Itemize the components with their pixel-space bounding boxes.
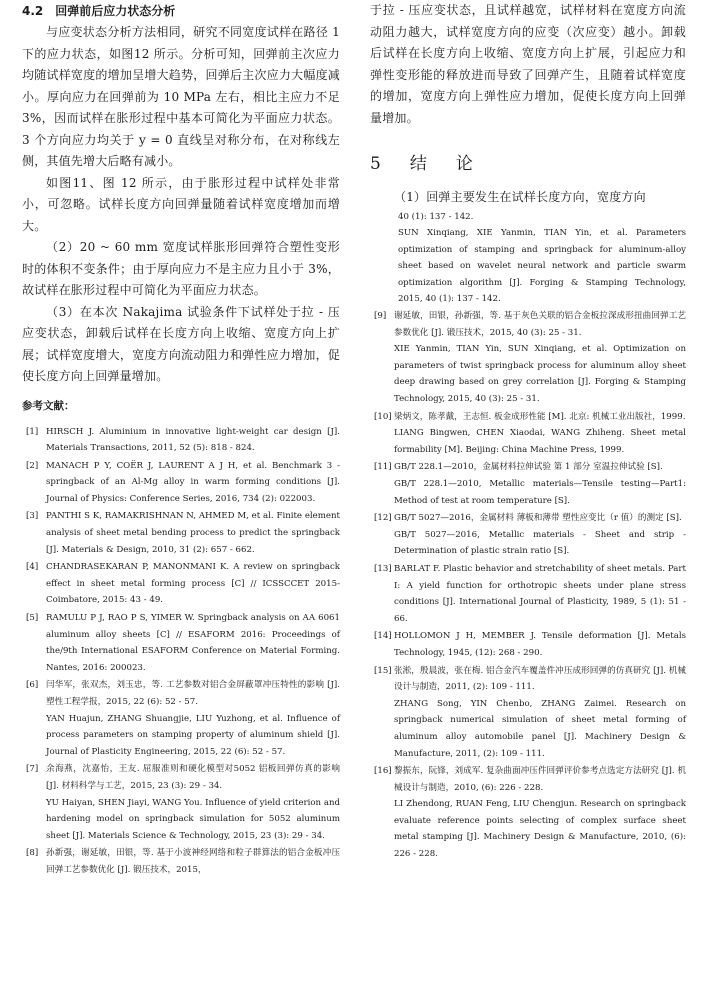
reference-text-cn: GB/T 228.1—2010，金属材料拉伸试验 第 1 部分 室温拉伸试验 [S]. (394, 462, 663, 473)
reference-item (370, 628, 686, 661)
reference-text: MANACH P Y, COËR J, LAURENT A J H, et al. Benchmark 3 - springback of an Al-Mg alloy in warm forming conditions [J]. Journal of Physics: Conference Series, 2016, 734 (2): 022003. (46, 460, 340, 504)
reference-text: HIRSCH J. Aluminium in innovative light-weight car design [J]. Materials Transactions, 2011, 52 (5): 818 - 824. (46, 426, 340, 454)
reference-item (370, 763, 686, 863)
reference-item (22, 845, 340, 878)
reference-number: [1] (26, 426, 39, 437)
reference-8-continuation (370, 209, 686, 309)
reference-text-cn: 闫华军，张双杰，刘玉忠，等. 工艺参数对铝合金屏蔽罩冲压特性的影响 [J]. 塑性工程学报，2015, 22 (6): 52 - 57. (46, 680, 340, 707)
reference-text-en: ZHANG Song, YIN Chenbo, ZHANG Zaimei. Research on springback numerical simulation of sheet metal forming of aluminum alloy automobile panel [J]. Machinery Design & Manufacture, 2011, (2): 109 - 111. (394, 698, 686, 759)
reference-text-en: GB/T 5027—2016, Metallic materials - Sheet and strip - Determination of plastic strain ratio [S]. (394, 529, 686, 557)
reference-number: [13] (374, 563, 392, 574)
paragraph-stress-analysis: 与应变状态分析方法相同，研究不同宽度试样在路径 1 下的应力状态，如图12 所示。分析可知，回弹前主次应力均随试样宽度的增加呈增大趋势，回弹后主次应力大幅度减小。厚向应力在回弹前为 10 MPa 左右，相比主应力不足 3%，因而试样在胀形过程中基本可简化为平面应力状态。3 个方向应力均关于 y = 0 直线呈对称分布，在对称线左侧，其值先增大后略有减小。 (22, 25, 340, 168)
reference-number: [10] (374, 411, 392, 422)
reference-text: HOLLOMON J H, MEMBER J. Tensile deformation [J]. Metals Technology, 1945, (12): 268 - 290. (394, 631, 686, 658)
reference-text: 孙新强，谢延敏，田银，等. 基于小波神经网络和粒子群算法的铝合金板冲压回弹工艺参数优化 [J]. 锻压技术，2015， (46, 848, 340, 875)
reference-text-cn: GB/T 5027—2016，金属材料 薄板和薄带 塑性应变比（r 值）的测定 [S]. (394, 513, 682, 524)
reference-item (22, 458, 340, 508)
reference-number: [12] (374, 513, 392, 524)
reference-text-cn: 梁炳文，陈孝戴，王志恒. 板金成形性能 [M]. 北京: 机械工业出版社，1999. (394, 411, 686, 422)
reference-text-en: YAN Huajun, ZHANG Shuangjie, LIU Yuzhong, et al. Influence of process parameters on stamping property of aluminum shield [J]. Journal of Plasticity Engineering, 2015, 22 (6): 52 - 57. (46, 713, 340, 757)
reference-number: [6] (26, 680, 39, 691)
paragraph-conclusion-2: （2）20 ~ 60 mm 宽度试样胀形回弹符合塑性变形时的体积不变条件；由于厚向应力不是主应力且小于 3%，故试样在胀形过程中可简化为平面应力状态。 (22, 240, 340, 297)
reference-text-en: SUN Xinqiang, XIE Yanmin, TIAN Yin, et al. Parameters optimization of stamping and springback for aluminum-alloy sheet based on wavelet neural network and particle swarm optimization algorithm [J]. Forging & Stamping Technology, 2015, 40 (1): 137 - 142. (398, 228, 686, 305)
reference-text-cn: 余海燕，沈嘉怡，王友. 屈服准则和硬化模型对5052 铝板回弹仿真的影响 [J]. 材料科学与工艺，2015, 23 (3): 29 - 34. (46, 764, 340, 791)
reference-text: 40 (1): 137 - 142. (398, 211, 474, 222)
reference-item (370, 663, 686, 763)
reference-text-cn: 谢延敏，田银，孙新强，等. 基于灰色关联的铝合金板拉深成形扭曲回弹工艺参数优化 [J]. 锻压技术，2015, 40 (3): 25 - 31. (394, 311, 686, 338)
reference-number: [16] (374, 766, 392, 777)
conclusion-1: （1）回弹主要发生在试样长度方向，宽度方向 (394, 190, 646, 204)
reference-number: [7] (26, 764, 39, 775)
reference-text-en: YU Haiyan, SHEN Jiayi, WANG You. Influence of yield criterion and hardening model on springback simulation for 5052 aluminum sheet [J]. Materials Science & Technology, 2015, 23 (3): 29 - 34. (46, 797, 340, 841)
references-heading: 参考文献： (22, 399, 75, 412)
reference-number: [14] (374, 631, 392, 642)
reference-number: [4] (26, 562, 39, 573)
section-heading-5: 5 结 论 (370, 154, 479, 174)
paragraph-continuation: 于拉 - 压应变状态，且试样越宽，试样材料在宽度方向流动阻力越大，试样宽度方向的应变（次应变）越小。卸载后试样在长度方向上收缩、宽度方向上扩展，引起应力和弹性变形能的释放进而导致了回弹产生，且随着试样宽度的增加，宽度方向上弹性应力增加，促使长度方向上回弹量增加。 (370, 3, 686, 125)
reference-text-en: LI Zhendong, RUAN Feng, LIU Chengjun. Research on springback evaluate reference points selecting of complex surface sheet metal stamping [J]. Machinery Design & Manufacture, 2010, (6): 226 - 228. (394, 799, 686, 860)
reference-number: [9] (374, 311, 387, 322)
paragraph-conclusion-3: （3）在本次 Nakajima 试验条件下试样处于拉 - 压应变状态，卸载后试样在长度方向上收缩、宽度方向上扩展；试样宽度增大，宽度方向流动阻力和弹性应力增加，促使长度方向上回弹量增加。 (22, 304, 340, 383)
reference-item (22, 559, 340, 609)
reference-item (22, 761, 340, 844)
reference-item (22, 424, 340, 457)
reference-number: [3] (26, 511, 39, 522)
reference-item (370, 510, 686, 560)
reference-item (22, 610, 340, 676)
reference-list-left (22, 424, 340, 879)
reference-text: RAMULU P J, RAO P S, YIMER W. Springback analysis on AA 6061 aluminum alloy sheets [C] // ESAFORM 2016: Proceedings of the/9th International ESAFORM Conference on Material Forming. Nantes, 2016: 200023. (46, 613, 340, 673)
reference-text-en: GB/T 228.1—2010, Metallic materials—Tensile testing—Part1: Method of test at room temperature [S]. (394, 479, 686, 506)
reference-text-cn: 张淞，殷晨波，张在梅. 铝合金汽车覆盖件冲压成形回弹的仿真研究 [J]. 机械设计与制造，2011, (2): 109 - 111. (394, 665, 686, 693)
reference-item (22, 677, 340, 760)
paragraph-fig-reference: 如图11、图 12 所示，由于胀形过程中试样处非常小，可忽略。试样长度方向回弹量随着试样宽度增加而增大。 (22, 175, 340, 233)
reference-item (370, 409, 686, 459)
reference-text-cn: 黎振东，阮锋，刘成军. 复杂曲面冲压件回弹评价参考点选定方法研究 [J]. 机械设计与制造，2010, (6): 226 - 228. (394, 766, 686, 793)
reference-list-right (370, 308, 686, 863)
reference-text-en: XIE Yanmin, TIAN Yin, SUN Xinqiang, et al. Optimization on parameters of twist springback process for aluminum alloy sheet deep drawing based on grey correlation [J]. Forging & Stamping Technology, 2015, 40 (3): 25 - 31. (394, 344, 686, 405)
section-heading-4-2: 4.2 回弹前后应力状态分析 (22, 4, 176, 18)
reference-item (370, 308, 686, 408)
reference-item (22, 508, 340, 558)
reference-text: CHANDRASEKARAN P, MANONMANI K. A review on springback effect in sheet metal forming process [C] // ICSSCCET 2015-Coimbatore, 2015: 43 - 49. (46, 562, 340, 606)
left-column (22, 0, 340, 880)
reference-text-en: LIANG Bingwen, CHEN Xiaodai, WANG Zhiheng. Sheet metal formability [M]. Beijing: China Machine Press, 1999. (394, 428, 686, 455)
reference-number: [15] (374, 665, 392, 676)
reference-item (370, 459, 686, 509)
right-column (370, 0, 686, 864)
reference-text: PANTHI S K, RAMAKRISHNAN N, AHMED M, et al. Finite element analysis of sheet metal bending process to predict the springback [J]. Materials & Design, 2010, 31 (2): 657 - 662. (46, 511, 340, 555)
reference-number: [11] (374, 462, 392, 473)
reference-number: [8] (26, 848, 39, 859)
reference-number: [2] (26, 460, 39, 471)
reference-text: BARLAT F. Plastic behavior and stretchability of sheet metals. Part I: A yield function for orthotropic sheets under plane stress conditions [J]. International Journal of Plasticity, 1989, 5 (1): 51 - 66. (394, 563, 686, 624)
reference-item (370, 561, 686, 627)
reference-number: [5] (26, 613, 39, 624)
